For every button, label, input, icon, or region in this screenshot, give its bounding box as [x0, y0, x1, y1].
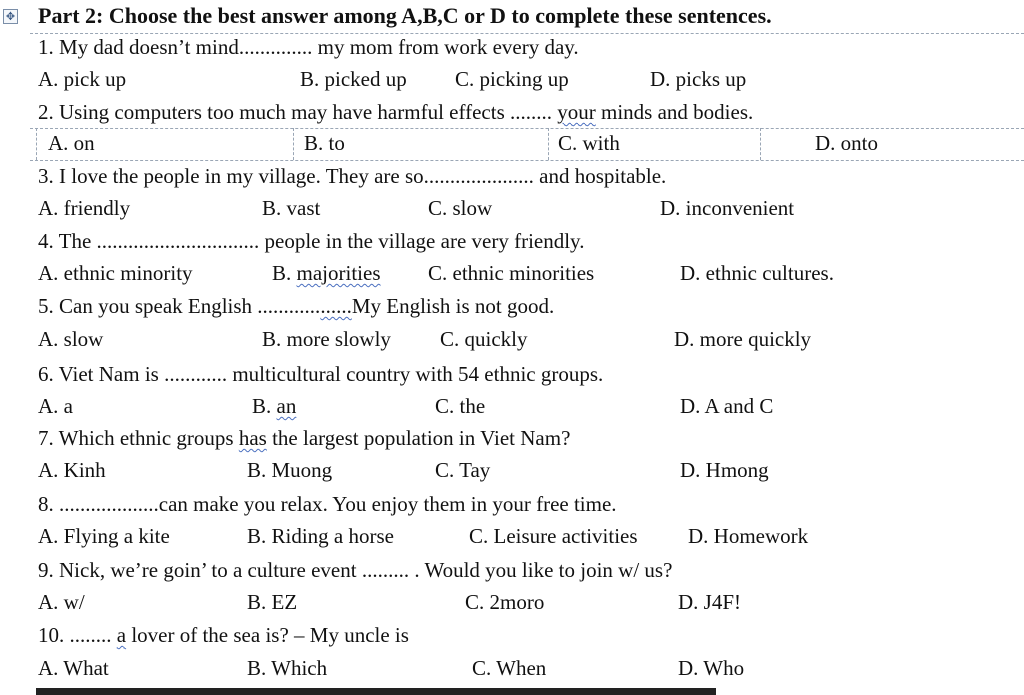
question-3-option-b: B. vast — [262, 196, 321, 220]
question-8-option-c: C. Leisure activities — [469, 524, 638, 548]
question-5-option-c: C. quickly — [440, 327, 528, 351]
question-8-option-d: D. Homework — [688, 524, 809, 548]
question-6-option-b-letter: B. — [252, 394, 277, 418]
question-5-option-b: B. more slowly — [262, 327, 391, 351]
question-8-option-b: B. Riding a horse — [247, 524, 394, 548]
question-6-option-a: A. a — [38, 394, 73, 418]
question-4-option-c: C. ethnic minorities — [428, 261, 595, 285]
question-5-text-start: 5. Can you speak English ............ — [38, 294, 321, 318]
table-cell-divider — [36, 128, 37, 160]
question-10-option-d: D. Who — [678, 656, 745, 680]
table-cell-divider — [760, 128, 761, 160]
question-7-option-b: B. Muong — [247, 458, 333, 482]
cut-off-next-line — [36, 688, 716, 695]
question-1-option-a: A. pick up — [38, 67, 127, 91]
question-5-flagged-dots: ...... — [320, 294, 352, 318]
question-5-option-a: A. slow — [38, 327, 104, 351]
question-7-text-end: the largest population in Viet Nam? — [266, 426, 571, 450]
question-2-option-c: C. with — [558, 131, 620, 155]
question-7-text-start: 7. Which ethnic groups — [38, 426, 239, 450]
question-10-option-c: C. When — [472, 656, 547, 680]
question-4-option-b-letter: B. — [272, 261, 297, 285]
table-cell-divider — [548, 128, 549, 160]
question-8-option-a: A. Flying a kite — [38, 524, 170, 548]
question-1: 1. My dad doesn’t mind.............. my mom from work every day. — [38, 35, 579, 59]
question-5-option-d: D. more quickly — [674, 327, 812, 351]
question-2-option-d: D. onto — [815, 131, 878, 155]
question-2-flagged-word: your — [557, 100, 596, 124]
question-1-option-c: C. picking up — [455, 67, 569, 91]
question-6-option-b-flagged-word: an — [276, 394, 297, 418]
question-5 — [38, 294, 554, 318]
question-1-option-d: D. picks up — [650, 67, 747, 91]
table-move-handle-icon[interactable]: ✥ — [3, 9, 18, 24]
table-row-divider — [30, 160, 1024, 161]
question-4-option-b — [272, 261, 381, 285]
question-9-option-a: A. w/ — [38, 590, 85, 614]
question-4-option-d: D. ethnic cultures. — [680, 261, 834, 285]
table-row-divider — [30, 128, 1024, 129]
question-9-option-d: D. J4F! — [678, 590, 742, 614]
question-4: 4. The ............................... people in the village are very friendly. — [38, 229, 585, 253]
question-7-option-c: C. Tay — [435, 458, 491, 482]
question-2-text-start: 2. Using computers too much may have harmful effects ........ — [38, 100, 558, 124]
question-5-text-end: My English is not good. — [351, 294, 555, 318]
question-6-option-b — [252, 394, 296, 418]
question-2 — [38, 100, 753, 124]
question-9: 9. Nick, we’re goin’ to a culture event ......... . Would you like to join w/ us? — [38, 558, 673, 582]
page-title: Part 2: Choose the best answer among A,B,C or D to complete these sentences. — [38, 3, 772, 28]
question-7-option-d: D. Hmong — [680, 458, 769, 482]
question-3-option-d: D. inconvenient — [660, 196, 795, 220]
question-9-option-c: C. 2moro — [465, 590, 545, 614]
question-10 — [38, 623, 409, 647]
table-cell-divider — [293, 128, 294, 160]
question-8: 8. ...................can make you relax. You enjoy them in your free time. — [38, 492, 617, 516]
question-7-option-a: A. Kinh — [38, 458, 106, 482]
question-10-text-end: lover of the sea is? – My uncle is — [126, 623, 409, 647]
question-7 — [38, 426, 570, 450]
question-2-text-end: minds and bodies. — [595, 100, 754, 124]
question-9-option-b: B. EZ — [247, 590, 298, 614]
question-2-option-a: A. on — [48, 131, 95, 155]
question-4-option-a: A. ethnic minority — [38, 261, 193, 285]
question-6-option-c: C. the — [435, 394, 486, 418]
question-10-flagged-word: a — [116, 623, 127, 647]
question-3-option-a: A. friendly — [38, 196, 131, 220]
question-7-flagged-word: has — [238, 426, 267, 450]
question-6-option-d: D. A and C — [680, 394, 774, 418]
question-2-option-b: B. to — [304, 131, 345, 155]
question-1-option-b: B. picked up — [300, 67, 407, 91]
question-10-option-b: B. Which — [247, 656, 328, 680]
question-3-option-c: C. slow — [428, 196, 493, 220]
question-3: 3. I love the people in my village. They are so..................... and hospitable. — [38, 164, 667, 188]
question-4-option-b-flagged-word: majorities — [296, 261, 381, 285]
question-10-text-start: 10. ........ — [38, 623, 117, 647]
question-10-option-a: A. What — [38, 656, 109, 680]
question-6: 6. Viet Nam is ............ multicultural country with 54 ethnic groups. — [38, 362, 604, 386]
table-border-top — [30, 33, 1024, 34]
